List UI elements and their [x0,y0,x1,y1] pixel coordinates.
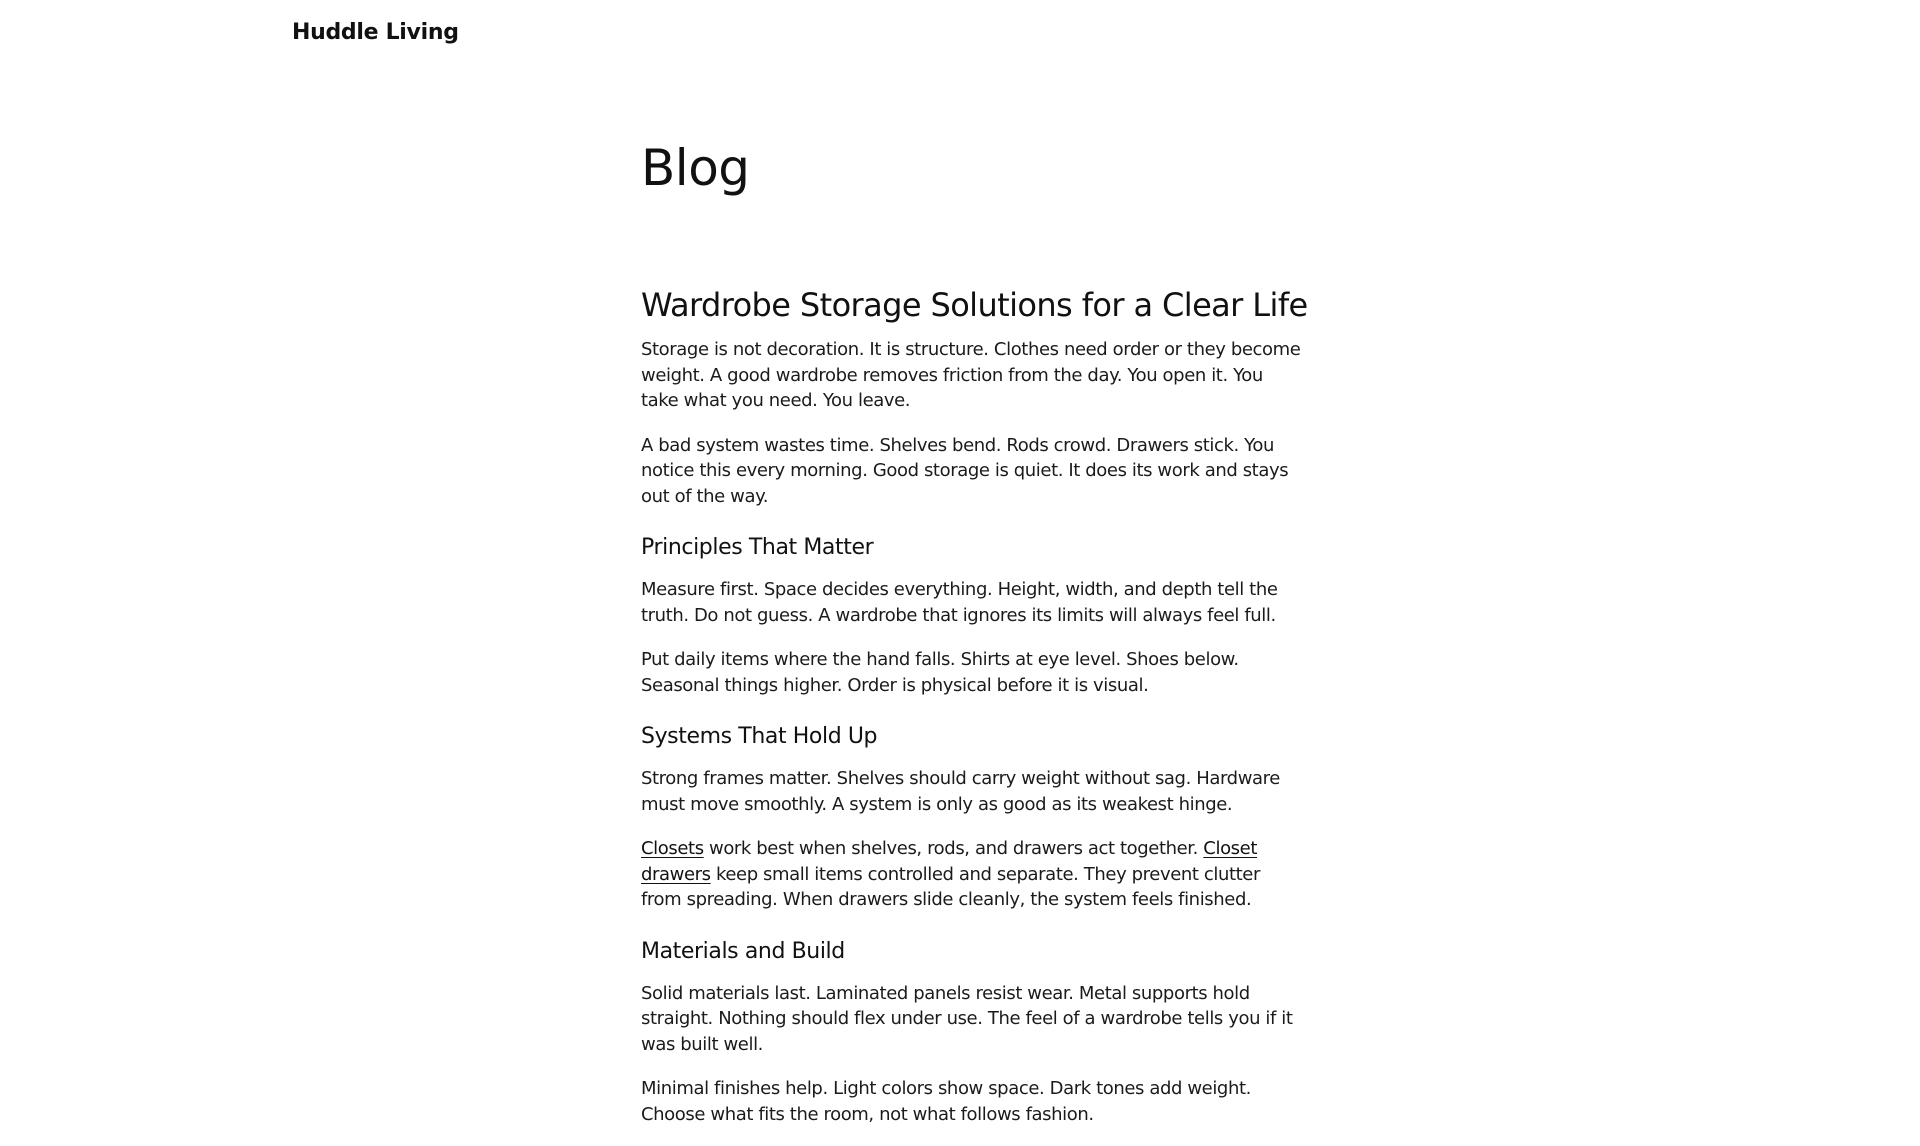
post-paragraph: Solid materials last. Laminated panels resist wear. Metal supports hold straight. Nothing should flex under use. The feel of a wardrobe tells you if it was built well. [641,982,1293,1055]
site-header [292,20,459,45]
post-paragraph: Measure first. Space decides everything. Height, width, and depth tell the truth. Do not guess. A wardrobe that ignores its limits will always feel full. [641,579,1278,626]
closets-link[interactable]: Closets [641,838,704,859]
post-paragraph: Storage is not decoration. It is structure. Clothes need order or they become weight. A good wardrobe removes friction from the day. You open it. You take what you need. You leave. [641,339,1301,411]
post-paragraph: Strong frames matter. Shelves should carry weight without sag. Hardware must move smoothly. A system is only as good as its weakest hinge. [641,768,1280,815]
closet-drawers-link[interactable]: Closet drawers [641,838,1257,885]
section-heading-systems: Systems That Hold Up [641,724,878,749]
post-paragraph: Minimal finishes help. Light colors show space. Dark tones add weight. Choose what fits the room, not what follows fashion. [641,1078,1251,1125]
paragraph-text: work best when shelves, rods, and drawers act together. [703,838,1204,859]
post-body [641,337,1301,1146]
post-paragraph: A bad system wastes time. Shelves bend. Rods crowd. Drawers stick. You notice this every morning. Good storage is quiet. It does its work and stays out of the way. [641,434,1289,507]
post-title[interactable]: Wardrobe Storage Solutions for a Clear Life [641,286,1308,324]
paragraph-text: keep small items controlled and separate. They prevent clutter from spreading. When drawers slide cleanly, the system feels finished. [641,863,1260,910]
section-heading-materials: Materials and Build [641,938,845,964]
post-paragraph: Put daily items where the hand falls. Shirts at eye level. Shoes below. Seasonal things higher. Order is physical before it is visual. [641,649,1239,696]
page-title: Blog [641,139,750,197]
post-paragraph-with-links [641,836,1301,913]
section-heading-principles: Principles That Matter [641,535,874,560]
site-title-link[interactable]: Huddle Living [292,20,459,45]
